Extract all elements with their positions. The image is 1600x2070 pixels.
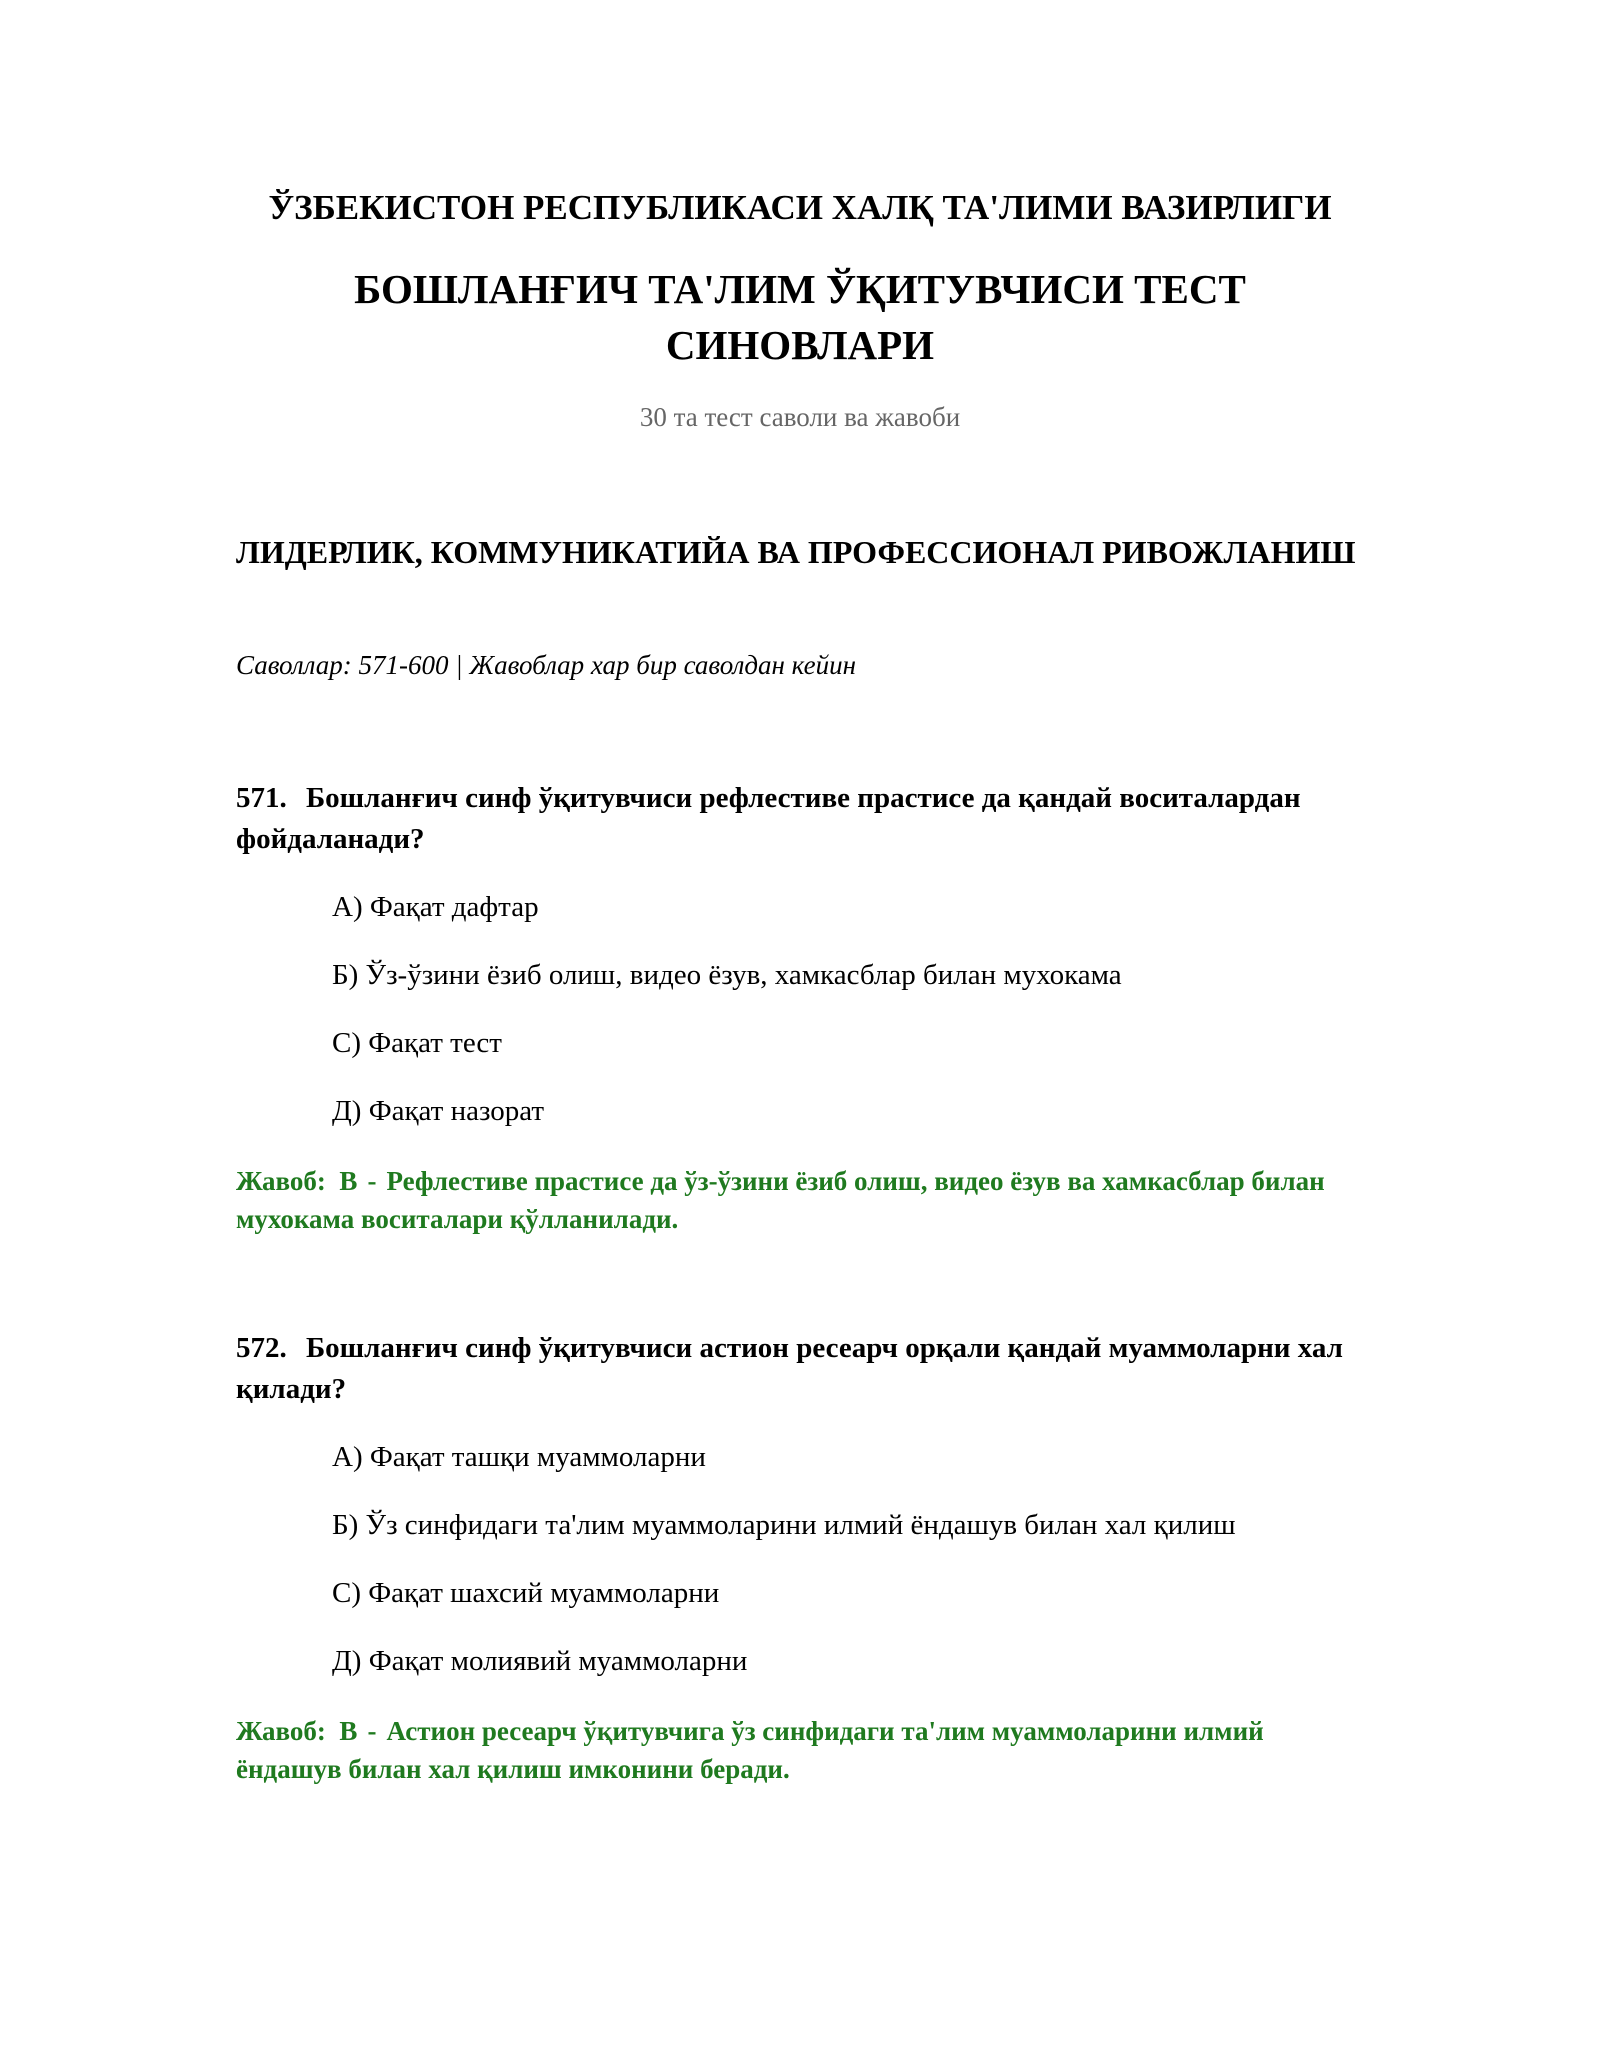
section-title: ЛИДЕРЛИК, КОММУНИКАТИЙА ВА ПРОФЕССИОНАЛ РИВОЖЛАНИШ: [236, 534, 1356, 570]
question-number: 572.: [236, 1332, 287, 1364]
option-b: Б) Ўз синфидаги та'лим муаммоларини илмий ёндашув билан хал қилиш: [332, 1509, 1236, 1541]
question-number: 571.: [236, 782, 287, 814]
answer-letter: B: [339, 1716, 358, 1746]
question-text: [236, 778, 1366, 860]
answer-label: Жавоб:: [236, 1716, 326, 1746]
answer: [236, 1712, 1366, 1788]
question-body: Бошланғич синф ўқитувчиси рефлестиве прастисе да қандай воситалардан фойдаланади?: [236, 782, 1301, 855]
answer-text: Рефлестиве прастисе да ўз-ўзини ёзиб олиш, видео ёзув ва хамкасблар билан мухокама воситалари қўлланилади.: [236, 1166, 1325, 1234]
answer-text: Астион ресеарч ўқитувчига ўз синфидаги та'лим муаммоларини илмий ёндашув билан хал қилиш имконини беради.: [236, 1716, 1264, 1784]
question-572: [236, 1328, 1366, 1788]
section-meta: Саволлар: 571-600 | Жавоблар хар бир саволдан кейин: [236, 650, 857, 680]
question-571: [236, 778, 1366, 1238]
question-body: Бошланғич синф ўқитувчиси астион ресеарч орқали қандай муаммоларни хал қилади?: [236, 1332, 1343, 1405]
options-list: [332, 1440, 1366, 1678]
answer-letter: B: [339, 1166, 358, 1196]
question-text: [236, 1328, 1366, 1410]
options-list: [332, 890, 1366, 1128]
option-c: С) Фақат шахсий муаммоларни: [332, 1577, 720, 1609]
answer-label: Жавоб:: [236, 1166, 326, 1196]
option-c: С) Фақат тест: [332, 1027, 502, 1059]
option-d: Д) Фақат молиявий муаммоларни: [332, 1645, 748, 1677]
ministry-heading: ЎЗБЕКИСТОН РЕСПУБЛИКАСИ ХАЛҚ ТА'ЛИМИ ВАЗИРЛИГИ: [268, 188, 1332, 227]
answer-separator: -: [367, 1166, 377, 1196]
answer-separator: -: [367, 1716, 377, 1746]
option-a: А) Фақат ташқи муаммоларни: [332, 1441, 706, 1473]
option-a: А) Фақат дафтар: [332, 891, 539, 923]
option-b: Б) Ўз-ўзини ёзиб олиш, видео ёзув, хамкасблар билан мухокама: [332, 959, 1122, 991]
document-subtitle: 30 та тест саволи ва жавоби: [639, 402, 961, 432]
option-d: Д) Фақат назорат: [332, 1095, 545, 1127]
answer: [236, 1162, 1366, 1238]
document-title: БОШЛАНҒИЧ ТА'ЛИМ ЎҚИТУВЧИСИ ТЕСТ СИНОВЛАРИ: [354, 266, 1246, 368]
